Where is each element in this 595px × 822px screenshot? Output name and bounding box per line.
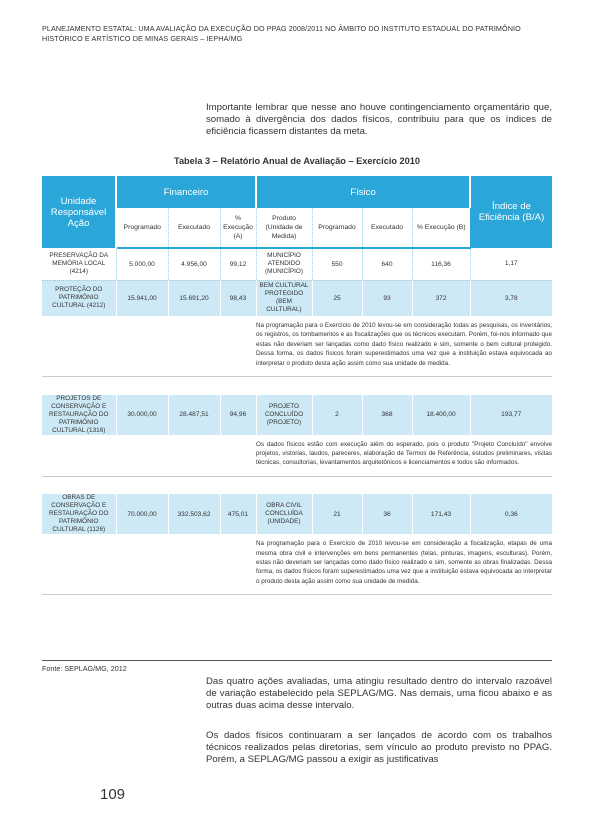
cell-unit: PRESERVAÇÃO DA MEMÓRIA LOCAL (4214)	[42, 248, 116, 280]
cell-fin-programado: 15.941,00	[116, 280, 168, 316]
note-row	[42, 534, 552, 595]
cell-unit: PROTEÇÃO DO PATRIMÔNIO CULTURAL (4212)	[42, 280, 116, 316]
cell-fin-programado: 70.000,00	[116, 494, 168, 534]
cell-fis-programado: 550	[312, 248, 362, 280]
evaluation-table	[42, 176, 552, 595]
cell-produto: MUNICÍPIO ATENDIDO (MUNICÍPIO)	[256, 248, 312, 280]
body-paragraph-2: Os dados físicos continuaram a ser lançados de acordo com os trabalhos técnicos realizados pelas diretorias, sem vínculo ao produto previsto no PPAG. Porém, a SEPLAG/MG passou a exigir as justificativas	[206, 730, 552, 766]
cell-fin-percent: 94,96	[220, 395, 256, 435]
table-source: Fonte: SEPLAG/MG, 2012	[42, 664, 127, 673]
header-efficiency-index: Índice de Eficiência (B/A)	[470, 176, 552, 248]
row-note: Na programação para o Exercício de 2010 levou-se em consideração todas as pesquisas, os inventários, os registros, os tombamentos e as fiscalizações que os técnicos executam. Porém, foi-nos informado que estas não deveriam ser lançadas como dado físico realizado e sim, somente o bem cultural protegido. Dessa forma, os dados físicos foram superestimados uma vez que a instituição estava equivocada ao interpretar o produto desta ação assim como sua unidade de medida.	[256, 316, 552, 377]
running-header-line-2: HISTÓRICO E ARTÍSTICO DE MINAS GERAIS – IEPHA/MG	[42, 34, 243, 43]
note-row	[42, 316, 552, 377]
header-physical: Físico	[256, 176, 470, 208]
running-header-line-1: PLANEJAMENTO ESTATAL: UMA AVALIAÇÃO DA EXECUÇÃO DO PPAG 2008/2011 NO ÂMBITO DO INSTITUTO ESTADUAL DO PATRIMÔNIO	[42, 24, 521, 33]
cell-fis-percent: 171,43	[412, 494, 470, 534]
cell-fin-executado: 28.487,51	[168, 395, 220, 435]
header-fin-programado: Programado	[116, 208, 168, 248]
note-row	[42, 435, 552, 477]
cell-efficiency-index: 0,36	[470, 494, 552, 534]
page-number: 109	[100, 786, 126, 803]
table-title: Tabela 3 – Relatório Anual de Avaliação – Exercício 2010	[174, 156, 420, 166]
cell-fis-percent: 18.400,00	[412, 395, 470, 435]
cell-fin-executado: 15.691,20	[168, 280, 220, 316]
cell-efficiency-index: 193,77	[470, 395, 552, 435]
header-fis-executado: Executado	[362, 208, 412, 248]
header-fin-percent: % Execução (A)	[220, 208, 256, 248]
cell-efficiency-index: 1,17	[470, 248, 552, 280]
cell-fis-executado: 93	[362, 280, 412, 316]
cell-produto: PROJETO CONCLUÍDO (PROJETO)	[256, 395, 312, 435]
cell-fin-percent: 475,01	[220, 494, 256, 534]
header-unit: Unidade Responsável Ação	[42, 176, 116, 248]
row-note: Os dados físicos estão com execução além do esperado, pois o produto "Projeto Concluído" envolve projetos, vistorias, laudos, pareceres, elaboração de Termos de Referência, estudos preliminares, visitas técnicas, consultorias, levantamentos arquitetônicos e licenciamentos e todos são informados.	[256, 435, 552, 477]
header-fin-executado: Executado	[168, 208, 220, 248]
header-financial: Financeiro	[116, 176, 256, 208]
cell-fis-percent: 116,36	[412, 248, 470, 280]
cell-fis-programado: 21	[312, 494, 362, 534]
cell-fis-programado: 25	[312, 280, 362, 316]
cell-fis-programado: 2	[312, 395, 362, 435]
cell-fin-percent: 99,12	[220, 248, 256, 280]
table-row	[42, 395, 552, 435]
cell-fin-programado: 5.000,00	[116, 248, 168, 280]
cell-fis-executado: 368	[362, 395, 412, 435]
cell-unit: PROJETOS DE CONSERVAÇÃO E RESTAURAÇÃO DO PATRIMÔNIO CULTURAL (1316)	[42, 395, 116, 435]
cell-fis-percent: 372	[412, 280, 470, 316]
header-produto: Produto (Unidade de Medida)	[256, 208, 312, 248]
cell-produto: OBRA CIVIL CONCLUÍDA (UNIDADE)	[256, 494, 312, 534]
cell-fis-executado: 36	[362, 494, 412, 534]
cell-fin-executado: 332.503,62	[168, 494, 220, 534]
row-note: Na programação para o Exercício de 2010 levou-se em consideração a fiscalização, etapas de uma mesma obra civil e intervenções em bens permanentes (telas, pinturas, imagens, esculturas). Porém, estas não deveriam ser lançadas como dado físico realizado e sim, somente as obras finalizadas. Dessa forma, os dados físicos foram superestimados uma vez que a instituição estava equivocada ao interpretar o produto desta ação assim como sua unidade de medida.	[256, 534, 552, 595]
body-paragraph-1: Das quatro ações avaliadas, uma atingiu resultado dentro do intervalo razoável de variação estabelecido pela SEPLAG/MG. Nas demais, uma ficou abaixo e as outras duas acima desse intervalo.	[206, 676, 552, 712]
header-fis-percent: % Execução (B)	[412, 208, 470, 248]
cell-fin-programado: 30.000,00	[116, 395, 168, 435]
cell-unit: OBRAS DE CONSERVAÇÃO E RESTAURAÇÃO DO PATRIMÔNIO CULTURAL (1126)	[42, 494, 116, 534]
table-row	[42, 248, 552, 280]
intro-paragraph: Importante lembrar que nesse ano houve contingenciamento orçamentário que, somado à divergência dos dados físicos, contribuiu para que os índices de eficiência ficassem distantes da meta.	[206, 102, 552, 138]
cell-fin-percent: 98,43	[220, 280, 256, 316]
cell-produto: BEM CULTURAL PROTEGIDO (BEM CULTURAL)	[256, 280, 312, 316]
table-row	[42, 280, 552, 316]
cell-fis-executado: 640	[362, 248, 412, 280]
header-fis-programado: Programado	[312, 208, 362, 248]
source-divider	[42, 660, 552, 661]
running-header	[42, 24, 562, 44]
table-row	[42, 494, 552, 534]
cell-fin-executado: 4.956,00	[168, 248, 220, 280]
cell-efficiency-index: 3,78	[470, 280, 552, 316]
